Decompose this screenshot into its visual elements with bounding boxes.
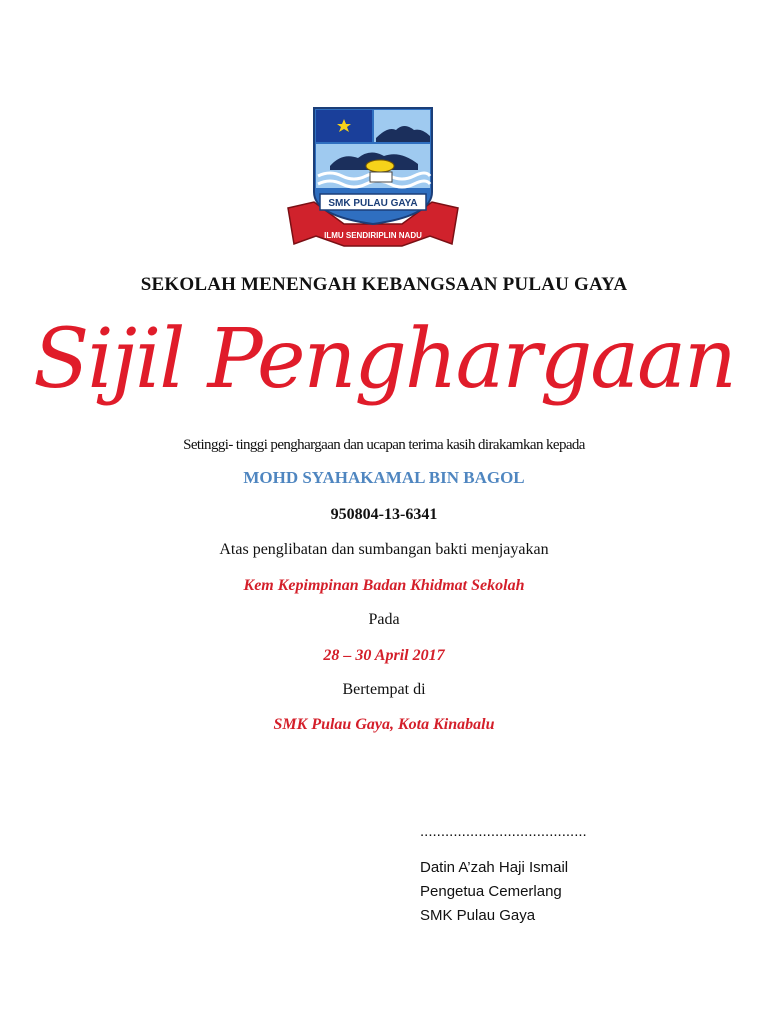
intro-text: Setinggi- tinggi penghargaan dan ucapan terima kasih dirakamkan kepada bbox=[183, 437, 585, 453]
venue: SMK Pulau Gaya, Kota Kinabalu bbox=[273, 716, 495, 733]
participation-text: Atas penglibatan dan sumbangan bakti menjayakan bbox=[219, 541, 549, 558]
school-crest-logo bbox=[284, 104, 462, 254]
crest-ribbon-text: ILMU SENDIRIPLIN NADU bbox=[324, 231, 422, 240]
event-date: 28 – 30 April 2017 bbox=[323, 647, 445, 664]
crest-name-text: SMK PULAU GAYA bbox=[328, 198, 418, 209]
venue-label: Bertempat di bbox=[342, 681, 426, 698]
recipient-name: MOHD SYAHAKAMAL BIN BAGOL bbox=[243, 468, 525, 487]
date-label: Pada bbox=[368, 611, 400, 628]
signature-line: ........................................ bbox=[420, 823, 587, 840]
signatory-title: Pengetua Cemerlang bbox=[420, 883, 562, 900]
signatory-name: Datin A’zah Haji Ismail bbox=[420, 859, 569, 876]
ic-number: 950804-13-6341 bbox=[330, 506, 438, 523]
school-name-heading: SEKOLAH MENENGAH KEBANGSAAN PULAU GAYA bbox=[140, 274, 628, 295]
event-name: Kem Kepimpinan Badan Khidmat Sekolah bbox=[243, 577, 525, 594]
signatory-school: SMK Pulau Gaya bbox=[420, 907, 536, 924]
books-icon bbox=[370, 172, 392, 182]
lamp-icon bbox=[366, 160, 394, 172]
certificate-title: Sijil Penghargaan bbox=[33, 312, 735, 407]
